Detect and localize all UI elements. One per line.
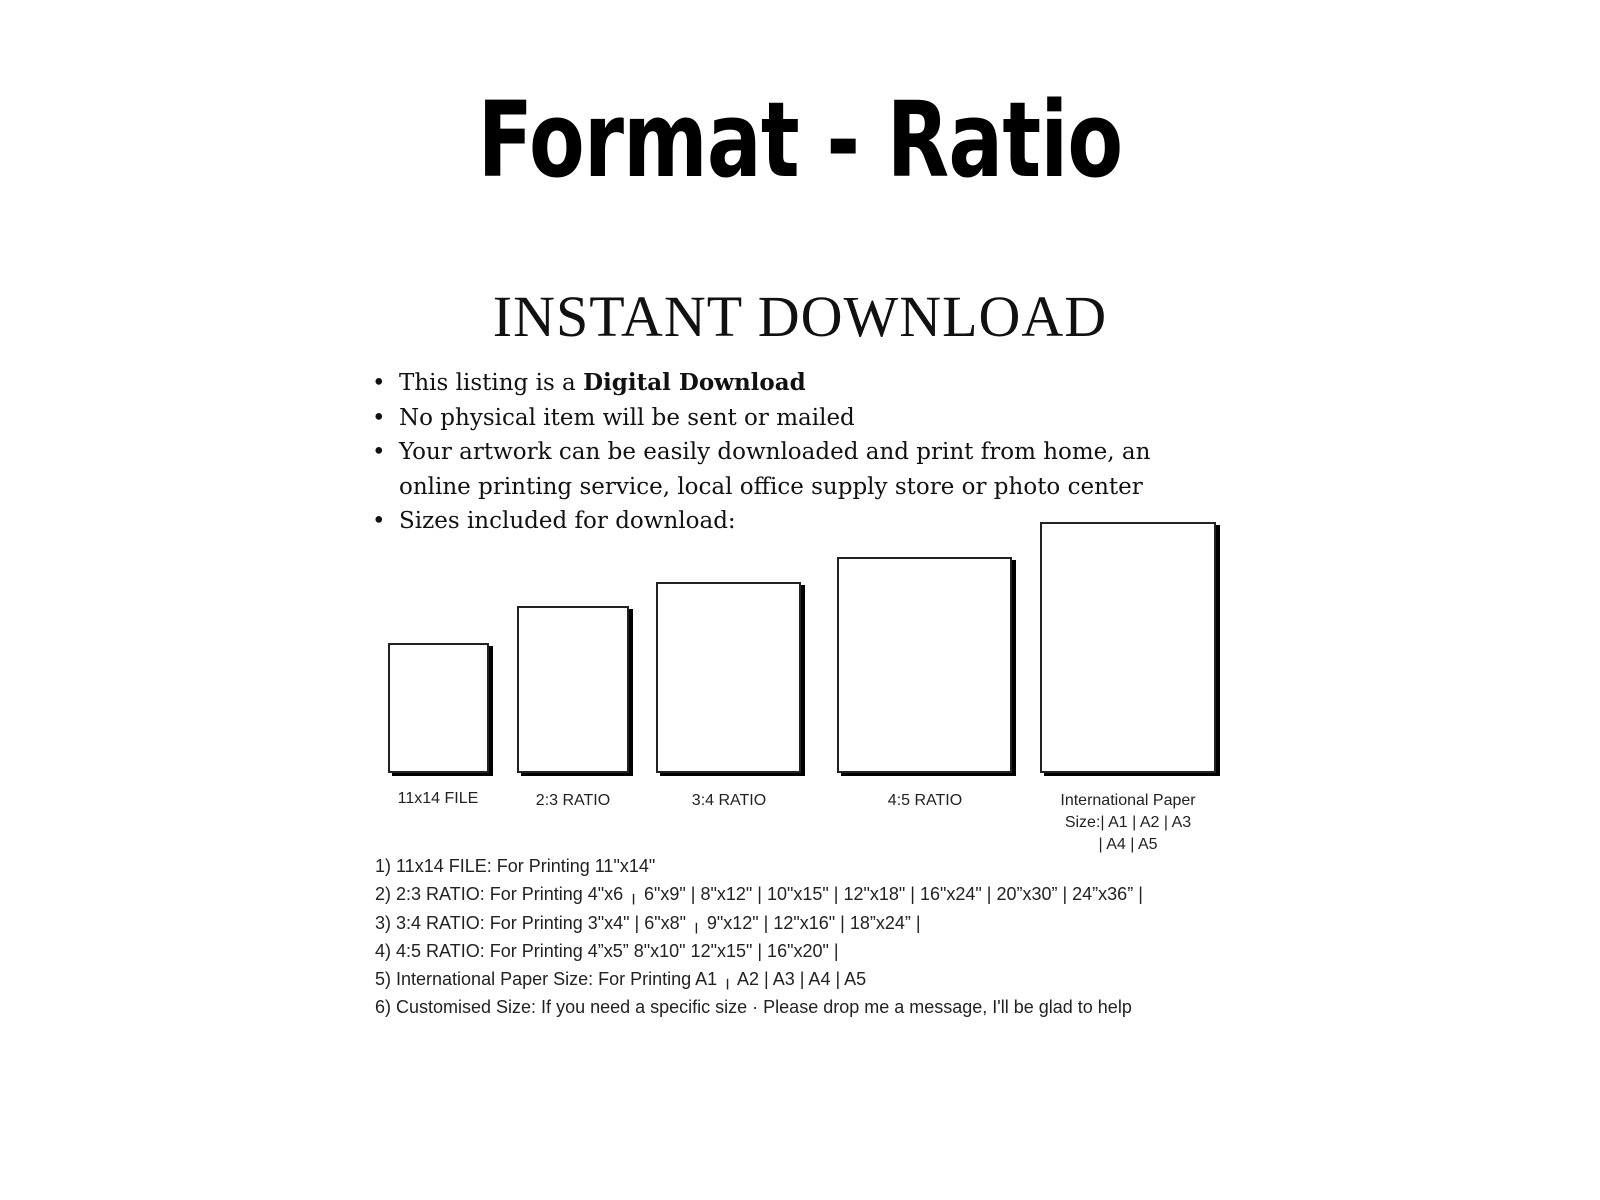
bullet-text: This listing is a <box>399 370 584 396</box>
note-3-4-ratio: 3) 3:4 RATIO: For Printing 3"x4" | 6"x8" ╷ 9"x12" | 12"x16" | 18”x24” | <box>375 912 921 933</box>
note-international-paper: 5) International Paper Size: For Printing A1 ╷ A2 | A3 | A4 | A5 <box>375 969 867 990</box>
bullet-dot: • <box>372 439 386 465</box>
bullet-text: Sizes included for download: <box>399 508 736 534</box>
frame-label-3-4-ratio: 3:4 RATIO <box>691 792 767 809</box>
bullet-text-line-2: online printing service, local office supply store or photo center <box>399 473 1143 500</box>
frame-label-line: | A4 | A5 <box>1098 836 1158 853</box>
bullet-printing-options <box>372 435 1199 504</box>
frame-label-4-5-ratio: 4:5 RATIO <box>887 792 963 809</box>
note-11x14-file: 1) 11x14 FILE: For Printing 11"x14" <box>375 856 656 876</box>
bullet-text: No physical item will be sent or mailed <box>399 404 855 431</box>
page-title: Format - Ratio <box>477 79 1123 201</box>
info-bullet-list <box>372 366 1199 539</box>
instant-download-heading: INSTANT DOWNLOAD <box>492 284 1108 349</box>
frame-international-paper-preview <box>1040 522 1216 773</box>
bullet-dot: • <box>372 404 386 431</box>
note-2-3-ratio: 2) 2:3 RATIO: For Printing 4"x6 ╷ 6"x9" | 8"x12" | 10"x15" | 12"x18" | 16"x24" | 20”x30” | 24”x36” | <box>375 884 1143 905</box>
frame-4-5-ratio-preview <box>837 557 1012 773</box>
frame-label-international-paper <box>1043 790 1213 856</box>
frame-label-2-3-ratio: 2:3 RATIO <box>535 792 611 809</box>
frame-11x14-file-preview <box>388 643 489 773</box>
frame-3-4-ratio-preview <box>656 582 801 773</box>
size-notes-list <box>375 852 1143 1022</box>
frame-label-line: Size:| A1 | A2 | A3 <box>1064 814 1192 831</box>
frame-label-line: International Paper <box>1060 792 1196 809</box>
bullet-bold-text: Digital Download <box>583 369 806 396</box>
bullet-dot: • <box>372 508 386 534</box>
note-4-5-ratio: 4) 4:5 RATIO: For Printing 4”x5” 8"x10" 12"x15" | 16"x20" | <box>375 940 839 961</box>
bullet-digital-download <box>372 366 1199 401</box>
frame-label-11x14-file: 11x14 FILE <box>397 790 479 807</box>
bullet-no-physical-item <box>372 401 1199 436</box>
bullet-dot: • <box>372 370 386 396</box>
bullet-text-line-1: Your artwork can be easily downloaded and print from home, an <box>399 439 1151 465</box>
frame-2-3-ratio-preview <box>517 606 629 773</box>
note-customised-size: 6) Customised Size: If you need a specific size · Please drop me a message, I'll be glad to help <box>375 997 1132 1018</box>
